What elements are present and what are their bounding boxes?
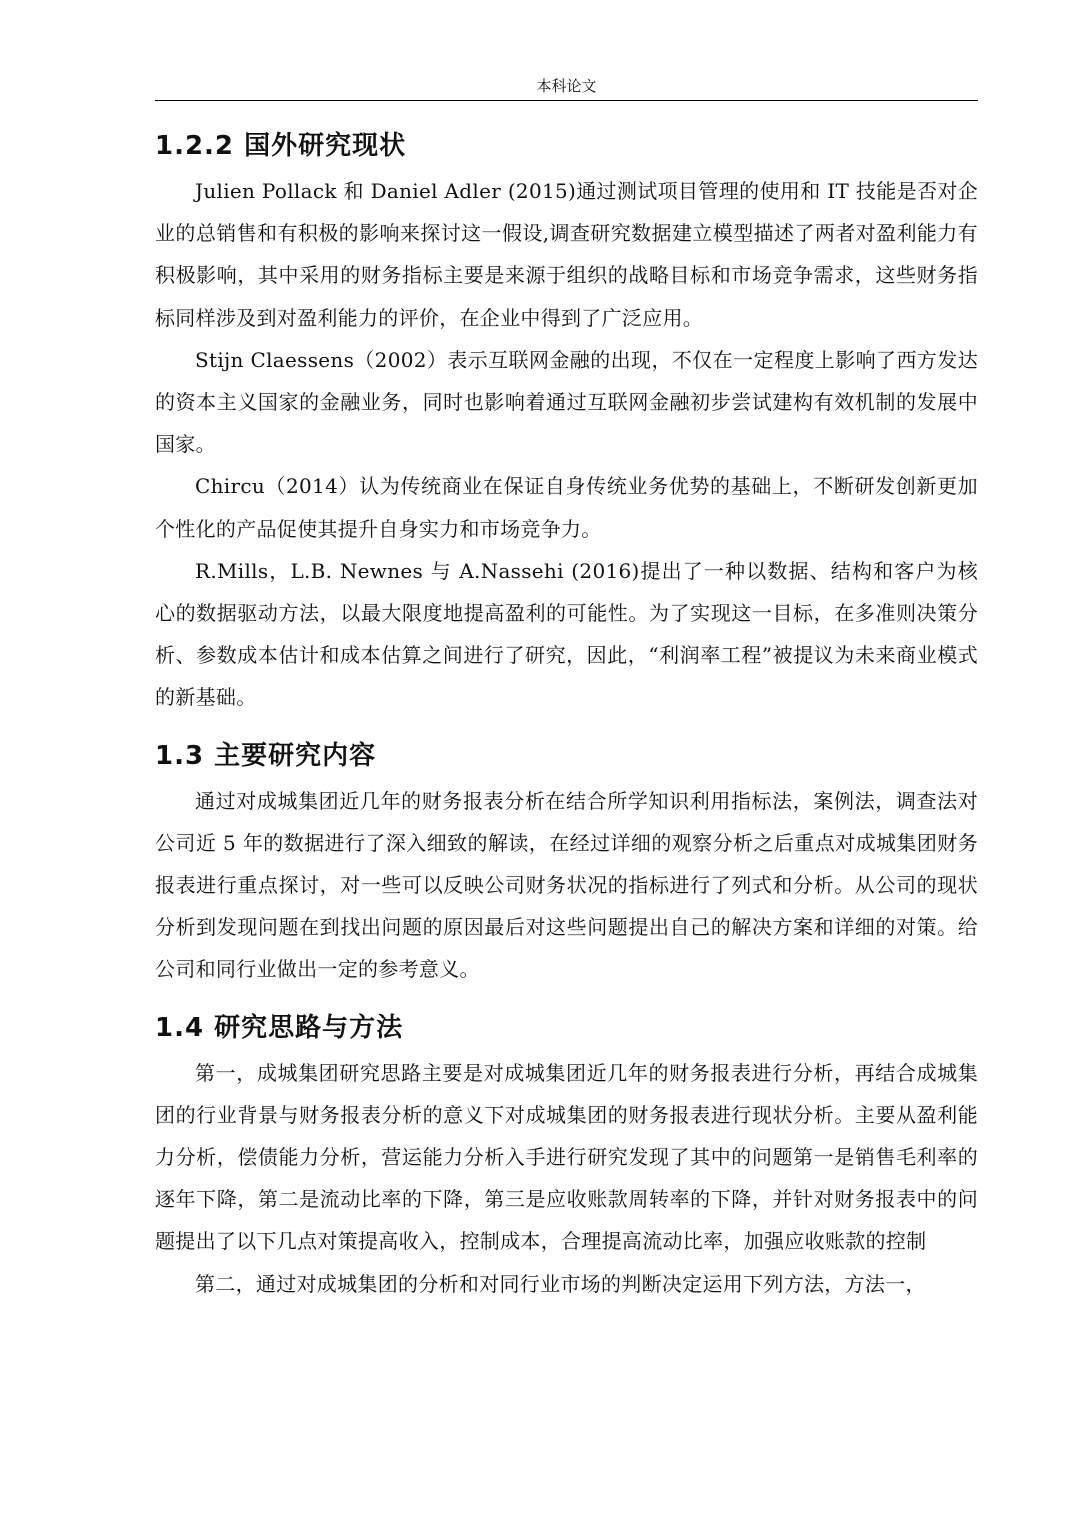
paragraph-approach-second: 第二，通过对成城集团的分析和对同行业市场的判断决定运用下列方法，方法一，: [195, 1271, 926, 1296]
paragraph-claessens: Stijn Claessens（2002）表示互联网金融的出现，不仅在一定程度上影响了西方发达的资本主义国家的金融业务，同时也影响着通过互联网金融初步尝试建构有效机制的发展中国家。: [155, 347, 978, 457]
section-heading-1-4: 1.4 研究思路与方法: [155, 1012, 404, 1043]
page-header: 本科论文: [155, 72, 978, 101]
section-heading-1-2-2: 1.2.2 国外研究现状: [155, 131, 407, 161]
page-content: [155, 122, 978, 1305]
paragraph-pollack-adler: Julien Pollack 和 Daniel Adler (2015)通过测试项目管理的使用和 IT 技能是否对企业的总销售和有积极的影响来探讨这一假设,调查研究数据建立模型描述了两者对盈利能力有积极影响，其中采用的财务指标主要是来源于组织的战略目标和市场竞争需求，这些财务指标同样涉及到对盈利能力的评价，在企业中得到了广泛应用。: [155, 179, 978, 330]
paragraph-chircu: Chircu（2014）认为传统商业在保证自身传统业务优势的基础上，不断研发创新更加个性化的产品促使其提升自身实力和市场竞争力。: [155, 474, 978, 541]
paragraph-approach-first: 第一，成城集团研究思路主要是对成城集团近几年的财务报表进行分析，再结合成城集团的行业背景与财务报表分析的意义下对成城集团的财务报表进行现状分析。主要从盈利能力分析，偿债能力分析，营运能力分析入手进行研究发现了其中的问题第一是销售毛利率的逐年下降，第二是流动比率的下降，第三是应收账款周转率的下降，并针对财务报表中的问题提出了以下几点对策提高收入，控制成本，合理提高流动比率，加强应收账款的控制: [155, 1060, 978, 1254]
paragraph-research-content: 通过对成城集团近几年的财务报表分析在结合所学知识利用指标法，案例法，调查法对公司近 5 年的数据进行了深入细致的解读，在经过详细的观察分析之后重点对成城集团财务报表进行重点探讨，对一些可以反映公司财务状况的指标进行了列式和分析。从公司的现状分析到发现问题在到找出问题的原因最后对这些问题提出自己的解决方案和详细的对策。给公司和同行业做出一定的参考意义。: [155, 788, 978, 982]
section-heading-1-3: 1.3 主要研究内容: [155, 740, 377, 771]
paragraph-mills-newnes: R.Mills，L.B. Newnes 与 A.Nassehi (2016)提出了一种以数据、结构和客户为核心的数据驱动方法，以最大限度地提高盈利的可能性。为了实现这一目标，在多准则决策分析、参数成本估计和成本估算之间进行了研究，因此，“利润率工程”被提议为未来商业模式的新基础。: [155, 558, 978, 710]
